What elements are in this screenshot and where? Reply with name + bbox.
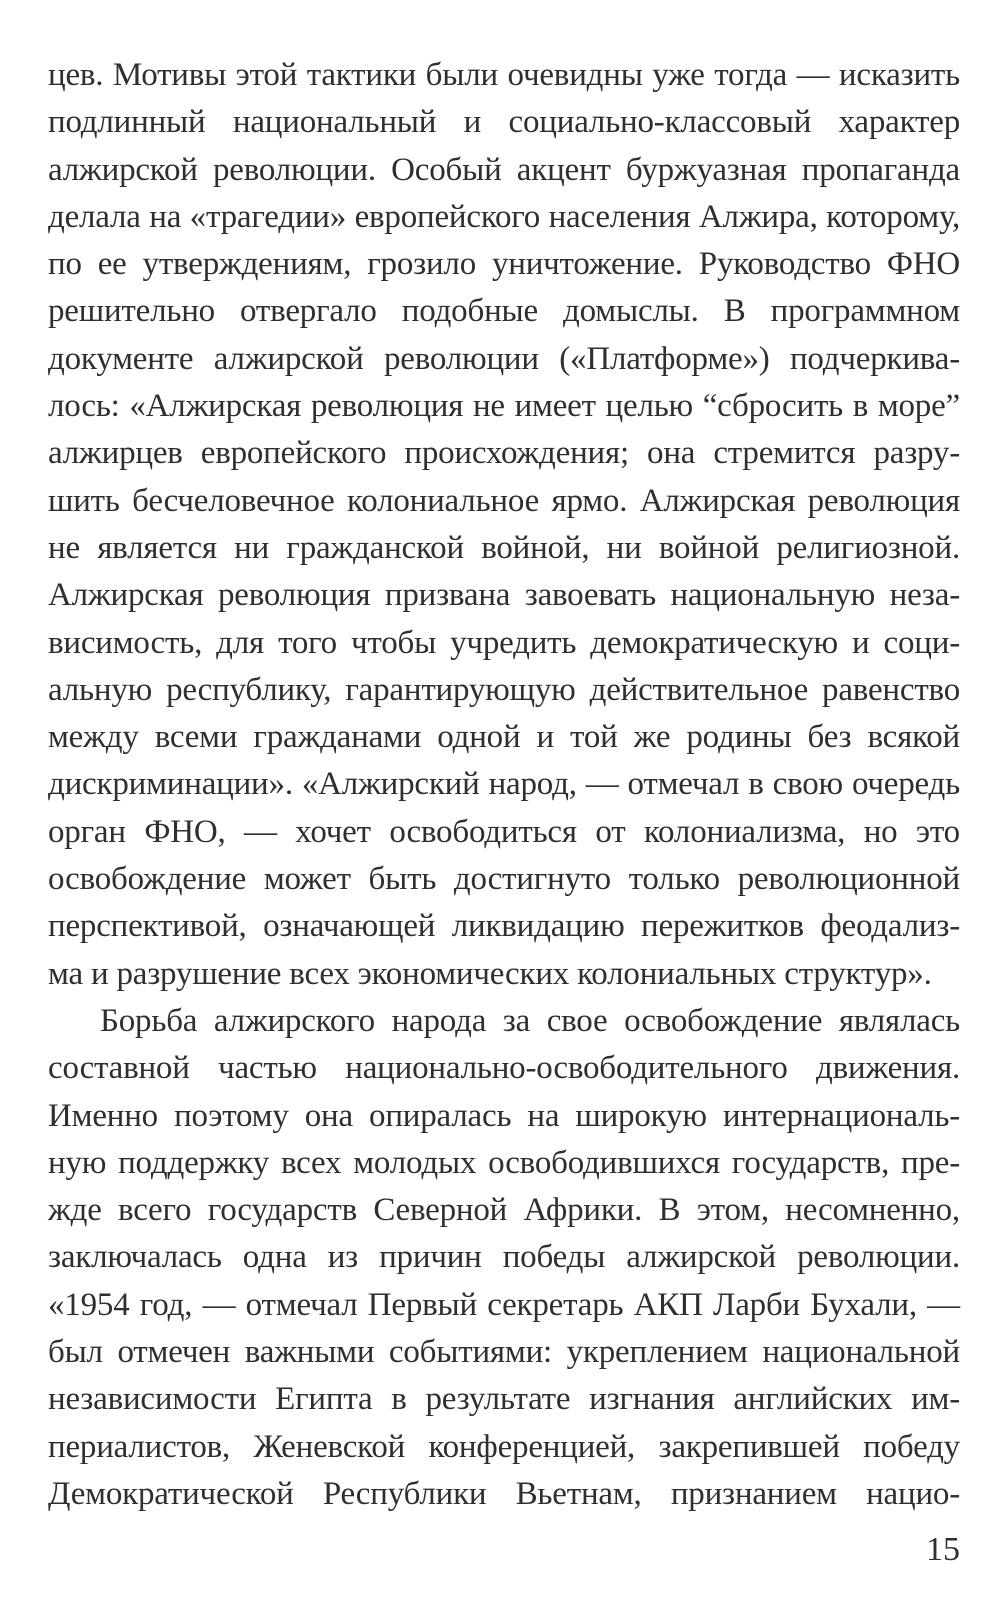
text-line: алжирской революции. Особый акцент буржуазная пропаганда <box>48 151 960 188</box>
text-line: составной частью национально-освободительного движения. <box>48 1050 960 1087</box>
text-line: Демократической Республики Вьетнам, признанием нацио- <box>48 1475 960 1512</box>
text-line: периалистов, Женевской конференцией, закрепившей победу <box>48 1428 960 1465</box>
text-line: цев. Мотивы этой тактики были очевидны уже тогда — исказить <box>48 57 960 93</box>
text-line: между всеми гражданами одной и той же родины без всякой <box>48 719 960 756</box>
text-line: решительно отвергало подобные домыслы. В программном <box>48 293 960 330</box>
text-line: лось: «Алжирская революция не имеет целью “сбросить в море” <box>48 388 960 425</box>
paragraph-first-line: Борьба алжирского народа за свое освобождение являлась <box>100 1002 960 1039</box>
text-line: орган ФНО, — хочет освободиться от колониализма, но это <box>48 813 960 850</box>
text-line: висимость, для того чтобы учредить демократическую и соци- <box>48 624 960 661</box>
text-line: дискриминации». «Алжирский народ, — отмечал в свою очередь <box>48 766 960 803</box>
text-line: независимости Египта в результате изгнания английских им- <box>48 1381 960 1418</box>
page-number: 15 <box>926 1531 960 1568</box>
text-line: заключалась одна из причин победы алжирской революции. <box>48 1239 960 1276</box>
text-line: шить бесчеловечное колониальное ярмо. Алжирская революция <box>48 482 960 519</box>
text-line: перспективой, означающей ликвидацию пережитков феодализ- <box>48 908 960 945</box>
text-line: по ее утверждениям, грозило уничтожение. Руководство ФНО <box>48 246 960 283</box>
text-line: ную поддержку всех молодых освободившихся государств, пре- <box>48 1144 960 1181</box>
text-line: алжирцев европейского происхождения; она стремится разру- <box>48 435 960 472</box>
text-line: делала на «трагедии» европейского населения Алжира, которому, <box>48 198 960 235</box>
text-line: был отмечен важными событиями: укреплением национальной <box>48 1334 960 1371</box>
text-line: «1954 год, — отмечал Первый секретарь АКП Ларби Бухали, — <box>48 1286 960 1323</box>
text-line: освобождение может быть достигнуто только революционной <box>48 861 960 898</box>
text-line: альную республику, гарантирующую действительное равенство <box>48 671 960 708</box>
text-line: не является ни гражданской войной, ни войной религиозной. <box>48 529 960 566</box>
text-line: Алжирская революция призвана завоевать национальную неза- <box>48 577 960 614</box>
text-line: Именно поэтому она опиралась на широкую интернациональ- <box>48 1097 960 1134</box>
paragraph-end-line: ма и разрушение всех экономических колониальных структур». <box>48 955 932 992</box>
body-text <box>48 52 960 1518</box>
text-line: подлинный национальный и социально-классовый характер <box>48 104 960 141</box>
text-line: документе алжирской революции («Платформе») подчеркива- <box>48 340 960 377</box>
text-line: жде всего государств Северной Африки. В этом, несомненно, <box>48 1192 960 1229</box>
